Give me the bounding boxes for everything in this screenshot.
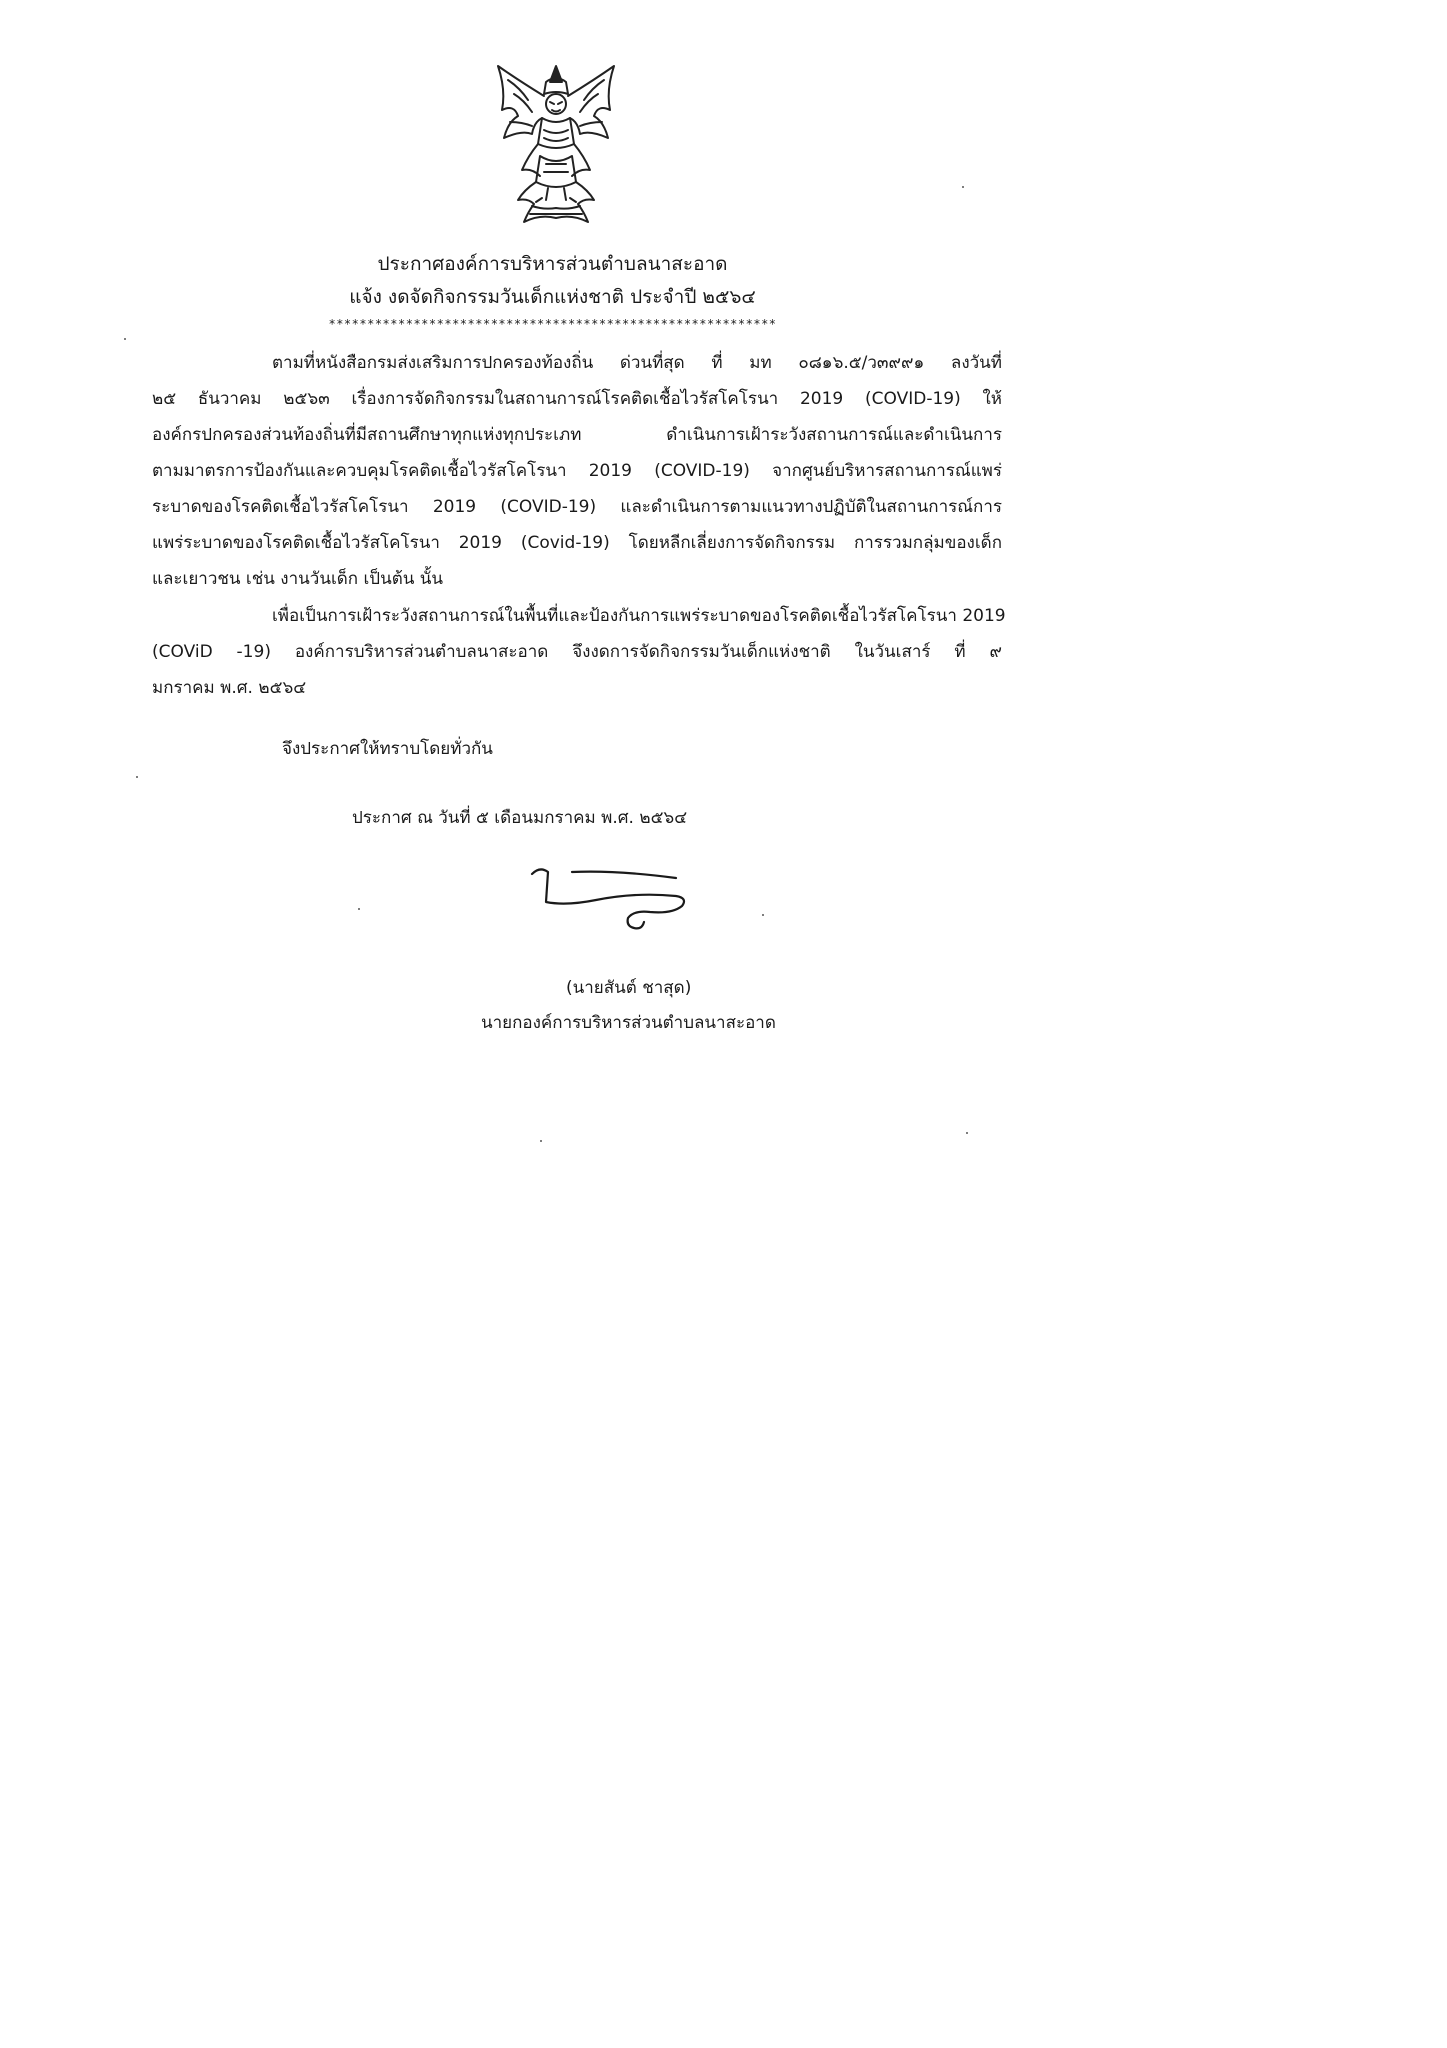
paragraph1-line-4: ตามมาตรการป้องกันและควบคุมโรคติดเชื้อไวรัสโคโรนา 2019 (COVID-19) จากศูนย์บริหารสถานการณ์แพร่ (152, 461, 1002, 481)
handwritten-signature (526, 862, 692, 942)
asterisk-separator: ********************************************************** (328, 317, 777, 331)
scan-speck (962, 186, 964, 188)
paragraph1-line-3: องค์กรปกครองส่วนท้องถิ่นที่มีสถานศึกษาทุกแห่งทุกประเภท ดำเนินการเฝ้าระวังสถานการณ์และดำเนินการ (152, 425, 1002, 445)
scan-speck (762, 914, 764, 916)
paragraph1-line-1: ตามที่หนังสือกรมส่งเสริมการปกครองท้องถิ่น ด่วนที่สุด ที่ มท ๐๘๑๖.๕/ว๓๙๙๑ ลงวันที่ (272, 353, 1002, 373)
closing-statement: จึงประกาศให้ทราบโดยทั่วกัน (282, 739, 493, 759)
scan-speck (540, 1140, 542, 1142)
paragraph2-line-1: เพื่อเป็นการเฝ้าระวังสถานการณ์ในพื้นที่และป้องกันการแพร่ระบาดของโรคติดเชื้อไวรัสโคโรนา 2019 (272, 606, 1006, 626)
signer-position: นายกองค์การบริหารส่วนตำบลนาสะอาด (481, 1013, 776, 1033)
paragraph1-line-5: ระบาดของโรคติดเชื้อไวรัสโคโรนา 2019 (COVID-19) และดำเนินการตามแนวทางปฏิบัติในสถานการณ์การ (152, 497, 1002, 517)
scan-speck (124, 338, 126, 340)
announcement-title: ประกาศองค์การบริหารส่วนตำบลนาสะอาด (377, 253, 728, 275)
paragraph2-line-2: (COViD -19) องค์การบริหารส่วนตำบลนาสะอาด จึงงดการจัดกิจกรรมวันเด็กแห่งชาติ ในวันเสาร์ ที่ ๙ (152, 642, 1002, 662)
scan-speck (136, 776, 138, 778)
scan-speck (966, 1132, 968, 1134)
announcement-date: ประกาศ ณ วันที่ ๕ เดือนมกราคม พ.ศ. ๒๕๖๔ (352, 808, 688, 828)
paragraph2-line-3: มกราคม พ.ศ. ๒๕๖๔ (152, 678, 307, 698)
signer-name: (นายสันต์ ชาสุด) (566, 978, 692, 998)
paragraph1-line-7: และเยาวชน เช่น งานวันเด็ก เป็นต้น นั้น (152, 569, 444, 589)
paragraph1-line-2: ๒๕ ธันวาคม ๒๕๖๓ เรื่องการจัดกิจกรรมในสถานการณ์โรคติดเชื้อไวรัสโคโรนา 2019 (COVID-19) ให้ (152, 389, 1002, 409)
announcement-subject: แจ้ง งดจัดกิจกรรมวันเด็กแห่งชาติ ประจำปี ๒๕๖๔ (349, 286, 756, 308)
paragraph1-line-6: แพร่ระบาดของโรคติดเชื้อไวรัสโคโรนา 2019 (Covid-19) โดยหลีกเลี่ยงการจัดกิจกรรม การรวมกลุ่มของเด็ก (152, 533, 1002, 553)
scan-speck (358, 908, 360, 910)
garuda-emblem (488, 60, 624, 228)
